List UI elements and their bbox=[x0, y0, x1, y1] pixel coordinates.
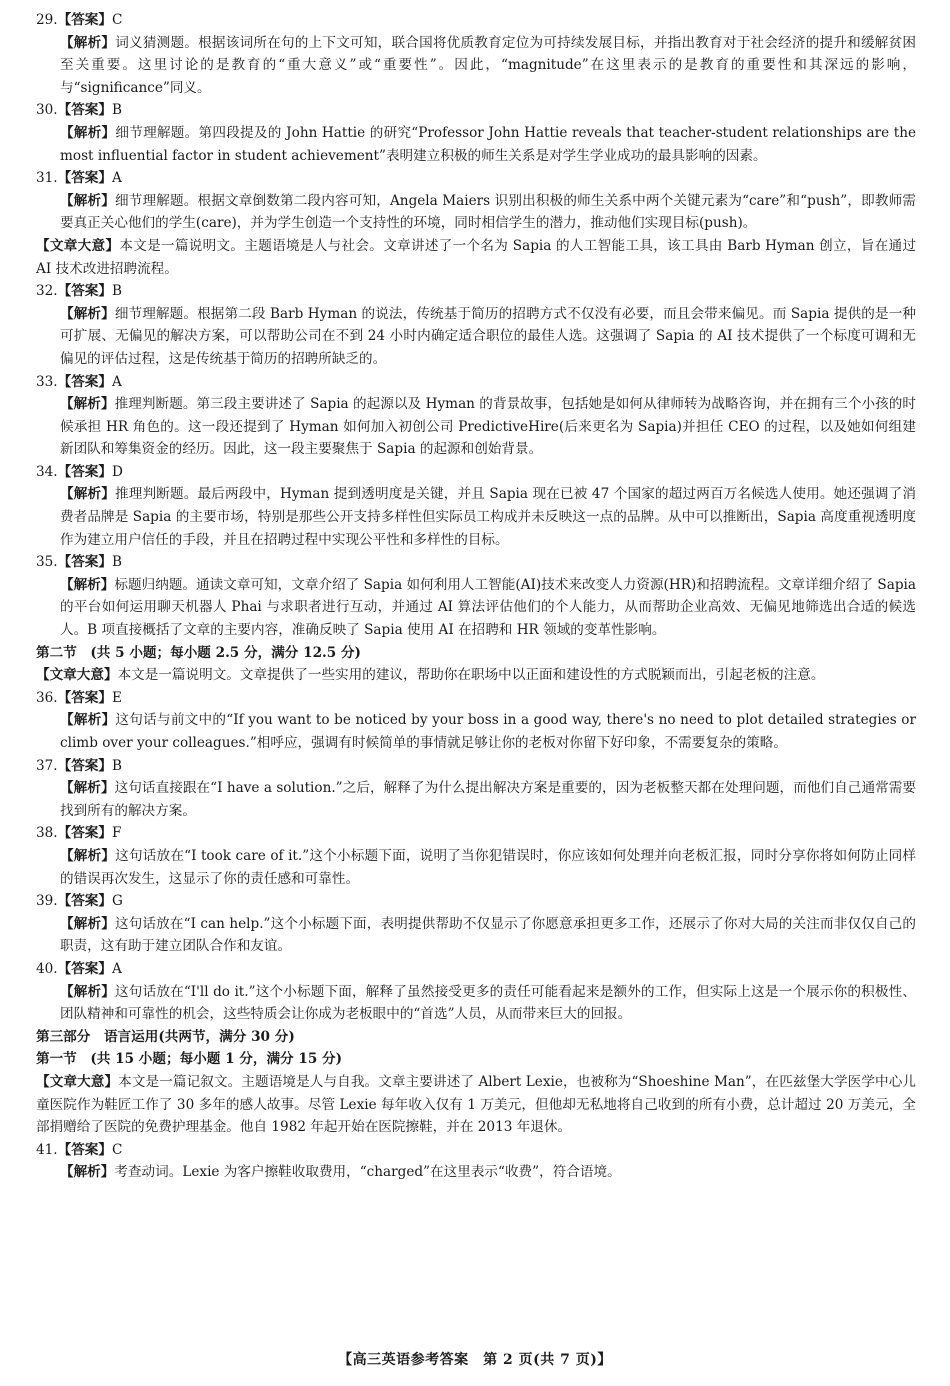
question-number: 36. bbox=[36, 689, 58, 706]
paragraph-text: 细节理解题。根据第二段 Barb Hyman 的说法，传统基于简历的招聘方式不仅没有必要，而且会带来偏见。而 Sapia 提供的是一种可扩展、无偏见的解决方案，可以帮助公司在不到 24 小时内确定适合职位的最佳人选。这强调了 Sapia 的 AI 技术提供了一个标度可调和无偏见的评估过程，这是传统基于简历的招聘所缺乏的。 bbox=[60, 305, 916, 367]
answer-value: B bbox=[112, 757, 122, 774]
paragraph-text: 词义猜测题。根据该词所在句的上下文可知，联合国将优质教育定位为可持续发展目标，并指出教育对于社会经济的提升和缓解贫困至关重要。这里讨论的是教育的“重大意义”或“重要性”。因此，“magnitude”在这里表示的是教育的重要性和其深远的影响，与“significance”同义。 bbox=[60, 34, 917, 96]
explanation-paragraph bbox=[36, 190, 916, 235]
paragraph-text: 细节理解题。根据文章倒数第二段内容可知，Angela Maiers 识别出积极的师生关系中两个关键元素为“care”和“push”，即教师需要真正关心他们的学生(care)，并为学生创造一个支持性的环境，同时相信学生的潜力，推动他们实现目标(push)。 bbox=[60, 192, 917, 232]
answer-value: F bbox=[112, 825, 122, 842]
answer-value: A bbox=[112, 373, 122, 390]
answer-line bbox=[36, 371, 916, 394]
answer-value: C bbox=[112, 1141, 123, 1158]
explanation-tag: 【解析】 bbox=[60, 983, 116, 1000]
answer-tag: 【答案】 bbox=[57, 170, 112, 187]
answer-line bbox=[36, 755, 916, 778]
answer-line bbox=[36, 461, 916, 484]
answer-line bbox=[36, 9, 916, 32]
paragraph-text: 这句话放在“I'll do it.”这个小标题下面，解释了虽然接受更多的责任可能看起来是额外的工作，但实际上这是一个展示你的积极性、团队精神和可靠性的机会，这些特质会让你成为老板眼中的“首选”人员，从而带来巨大的回报。 bbox=[60, 983, 917, 1023]
question-number: 31. bbox=[36, 170, 58, 187]
question-number: 41. bbox=[36, 1141, 58, 1158]
answer-value: A bbox=[112, 170, 122, 187]
article-summary bbox=[36, 664, 916, 687]
answer-value: E bbox=[112, 689, 122, 706]
answer-line bbox=[36, 958, 916, 981]
answer-line bbox=[36, 280, 916, 303]
answer-value: D bbox=[112, 463, 123, 480]
explanation-paragraph bbox=[36, 913, 916, 958]
question-number: 30. bbox=[36, 102, 58, 119]
paragraph-text: 细节理解题。第四段提及的 John Hattie 的研究“Professor John Hattie reveals that teacher-student relationships are the most influential factor in student achievement”表明建立积极的师生关系是对学生学业成功的最具影响的因素。 bbox=[60, 124, 917, 164]
answer-value: A bbox=[112, 960, 122, 977]
explanation-paragraph bbox=[36, 845, 916, 890]
section-heading: 第一节 (共 15 小题；每小题 1 分，满分 15 分) bbox=[36, 1051, 343, 1068]
paragraph-text: 标题归纳题。通读文章可知，文章介绍了 Sapia 如何利用人工智能(AI)技术来改变人力资源(HR)和招聘流程。文章详细介绍了 Sapia 的平台如何运用聊天机器人 Phai 与求职者进行互动，并通过 AI 算法评估他们的个人能力，从而帮助企业高效、无偏见地筛选出合适的候选人。B 项直接概括了文章的主要内容，准确反映了 Sapia 使用 AI 在招聘和 HR 领域的变革性影响。 bbox=[60, 576, 917, 639]
explanation-tag: 【解析】 bbox=[60, 915, 115, 932]
paragraph-text: 这句话放在“I can help.”这个小标题下面，表明提供帮助不仅显示了你愿意承担更多工作，还展示了你对大局的关注而非仅仅自己的职责，这有助于建立团队合作和友谊。 bbox=[60, 915, 917, 955]
explanation-tag: 【解析】 bbox=[60, 780, 115, 797]
explanation-tag: 【解析】 bbox=[60, 305, 115, 322]
answer-line bbox=[36, 822, 916, 845]
answer-line bbox=[36, 551, 916, 574]
section-heading: 第二节 (共 5 小题；每小题 2.5 分，满分 12.5 分) bbox=[36, 644, 361, 661]
answer-value: B bbox=[112, 554, 122, 571]
answer-line bbox=[36, 99, 916, 122]
question-number: 35. bbox=[36, 554, 58, 571]
answer-value: C bbox=[112, 12, 123, 28]
answer-line bbox=[36, 687, 916, 710]
answer-tag: 【答案】 bbox=[57, 102, 112, 119]
summary-tag: 【文章大意】 bbox=[36, 1073, 119, 1090]
explanation-tag: 【解析】 bbox=[60, 847, 116, 864]
answer-tag: 【答案】 bbox=[57, 1141, 112, 1158]
article-summary bbox=[36, 1071, 916, 1139]
article-summary bbox=[36, 235, 916, 280]
answer-tag: 【答案】 bbox=[57, 960, 112, 977]
answer-tag: 【答案】 bbox=[57, 825, 112, 842]
question-number: 37. bbox=[36, 757, 58, 774]
explanation-tag: 【解析】 bbox=[60, 34, 116, 51]
paragraph-text: 这句话直接跟在“I have a solution.”之后，解释了为什么提出解决方案是重要的，因为老板整天都在处理问题，而他们自己通常需要找到所有的解决方案。 bbox=[60, 780, 916, 819]
explanation-paragraph bbox=[36, 709, 916, 754]
explanation-paragraph bbox=[36, 32, 916, 100]
explanation-paragraph bbox=[36, 393, 916, 461]
page-footer: 【高三英语参考答案 第 2 页(共 7 页)】 bbox=[338, 1352, 612, 1368]
answer-tag: 【答案】 bbox=[57, 554, 112, 571]
explanation-paragraph bbox=[36, 574, 916, 642]
answer-tag: 【答案】 bbox=[57, 757, 112, 774]
paragraph-text: 考查动词。Lexie 为客户擦鞋收取费用，“charged”在这里表示“收费”，符合语境。 bbox=[114, 1164, 621, 1181]
explanation-paragraph bbox=[36, 1161, 916, 1184]
question-number: 39. bbox=[36, 893, 58, 910]
answer-line bbox=[36, 890, 916, 913]
question-number: 38. bbox=[36, 825, 58, 842]
answer-line bbox=[36, 1139, 916, 1162]
summary-tag: 【文章大意】 bbox=[36, 667, 118, 684]
paragraph-text: 推理判断题。最后两段中，Hyman 提到透明度是关键，并且 Sapia 现在已被 47 个国家的超过两百万名候选人使用。她还强调了消费者品牌是 Sapia 的主要市场，特别是那些公开支持多样性但实际员工构成并未反映这一点的品牌。从中可以推断出，Sapia 高度重视透明度作为建立用户信任的手段，并且在招聘过程中实现公平性和多样性的目标。 bbox=[60, 486, 916, 548]
explanation-paragraph bbox=[36, 777, 916, 822]
explanation-tag: 【解析】 bbox=[60, 124, 116, 141]
answer-content bbox=[36, 9, 916, 1184]
explanation-paragraph bbox=[36, 483, 916, 551]
answer-tag: 【答案】 bbox=[57, 283, 112, 300]
paragraph-text: 本文是一篇说明文。主题语境是人与社会。文章讲述了一个名为 Sapia 的人工智能工具，该工具由 Barb Hyman 创立，旨在通过 AI 技术改进招聘流程。 bbox=[36, 237, 916, 277]
summary-tag: 【文章大意】 bbox=[36, 237, 120, 254]
explanation-tag: 【解析】 bbox=[60, 576, 115, 593]
explanation-paragraph bbox=[36, 303, 916, 371]
answer-tag: 【答案】 bbox=[57, 463, 112, 480]
answer-tag: 【答案】 bbox=[57, 12, 112, 28]
answer-tag: 【答案】 bbox=[57, 689, 112, 706]
paragraph-text: 推理判断题。第三段主要讲述了 Sapia 的起源以及 Hyman 的背景故事，包括她是如何从律师转为战略咨询，并在拥有三个小孩的时候承担 HR 角色的。这一段还提到了 Hyman 如何加入初创公司 PredictiveHire(后来更名为 Sapia)并担任 CEO 的过程，以及她如何组建新团队和筹集资金的经历。因此，这一段主要聚焦于 Sapia 的起源和创始背景。 bbox=[60, 396, 917, 458]
question-number: 29. bbox=[36, 12, 58, 28]
paragraph-text: 本文是一篇说明文。文章提供了一些实用的建议，帮助你在职场中以正面和建设性的方式脱颖而出，引起老板的注意。 bbox=[117, 667, 825, 684]
explanation-paragraph bbox=[36, 981, 916, 1026]
answer-tag: 【答案】 bbox=[57, 893, 112, 910]
answer-line bbox=[36, 167, 916, 190]
question-number: 34. bbox=[36, 463, 58, 480]
section-heading: 第三部分 语言运用(共两节，满分 30 分) bbox=[36, 1028, 295, 1045]
answer-value: B bbox=[112, 102, 122, 119]
explanation-tag: 【解析】 bbox=[60, 486, 115, 503]
answer-value: B bbox=[112, 283, 122, 300]
answer-value: G bbox=[112, 893, 123, 910]
explanation-tag: 【解析】 bbox=[60, 396, 115, 413]
answer-tag: 【答案】 bbox=[57, 373, 112, 390]
explanation-tag: 【解析】 bbox=[60, 192, 115, 209]
paragraph-text: 这句话与前文中的“If you want to be noticed by your boss in a good way, there's no need to plot detailed strategies or climb over your colleagues.”相呼应，强调有时候简单的事情就足够让你的老板对你留下好印象，不需要复杂的策略。 bbox=[60, 712, 916, 751]
explanation-tag: 【解析】 bbox=[60, 1164, 115, 1181]
question-number: 32. bbox=[36, 283, 58, 300]
question-number: 33. bbox=[36, 373, 58, 390]
paragraph-text: 本文是一篇记叙文。主题语境是人与自我。文章主要讲述了 Albert Lexie，也被称为“Shoeshine Man”，在匹兹堡大学医学中心儿童医院作为鞋匠工作了 30 多年的感人故事。尽管 Lexie 每年收入仅有 1 万美元，但他却无私地将自己收到的所有小费，总计超过 20 万美元，全部捐赠给了医院的免费护理基金。他自 1982 年起开始在医院擦鞋，并在 2013 年退休。 bbox=[36, 1073, 916, 1136]
explanation-tag: 【解析】 bbox=[60, 712, 116, 729]
question-number: 40. bbox=[36, 960, 58, 977]
paragraph-text: 这句话放在“I took care of it.”这个小标题下面，说明了当你犯错误时，你应该如何处理并向老板汇报，同时分享你将如何防止同样的错误再次发生，这显示了你的责任感和可靠性。 bbox=[60, 847, 916, 887]
explanation-paragraph bbox=[36, 122, 916, 167]
